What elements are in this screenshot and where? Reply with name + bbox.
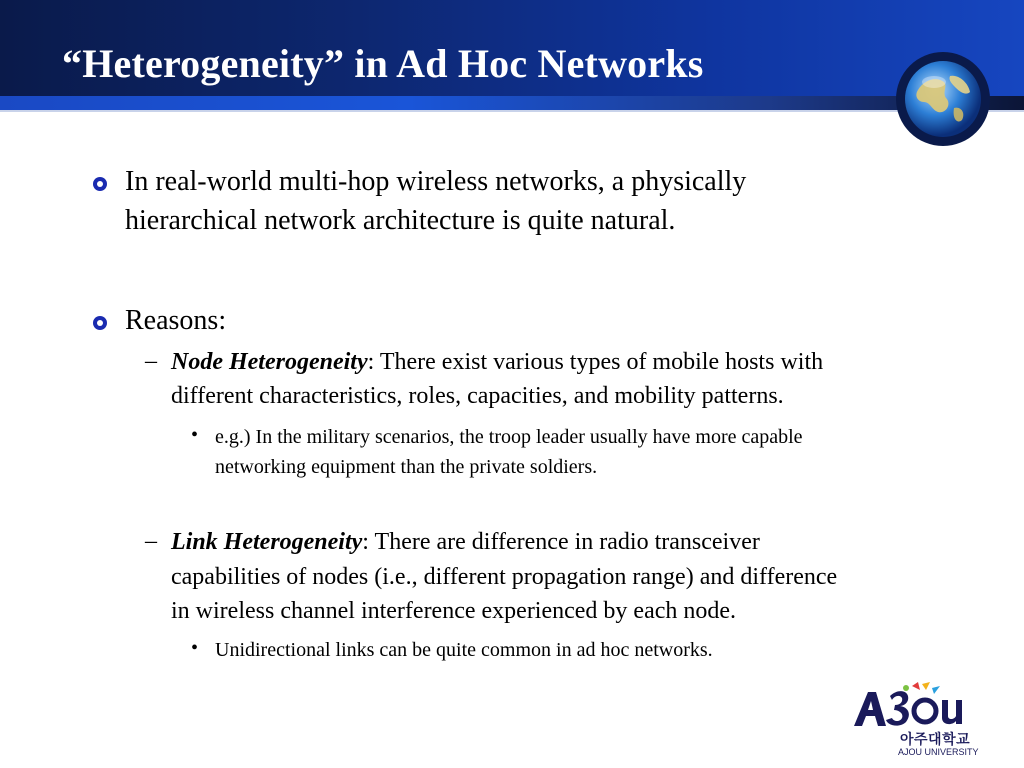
link-heterogeneity-desc: : There are difference in radio transceiver — [362, 529, 760, 555]
link-heterogeneity-line-2: capabilities of nodes (i.e., different propagation range) and difference — [171, 564, 838, 590]
unidirectional-links-note: Unidirectional links can be quite common in ad hoc networks. — [215, 639, 713, 661]
header-band — [0, 96, 1024, 110]
bullet-2-label: Reasons: — [125, 305, 227, 336]
military-example-line-1: e.g.) In the military scenarios, the troop leader usually have more capable — [215, 426, 803, 448]
logo-english-name: AJOU UNIVERSITY — [898, 747, 979, 757]
sub-bullet-dash: – — [145, 528, 157, 554]
bullet-1-line-1: In real-world multi-hop wireless networks, a physically — [125, 166, 747, 197]
node-heterogeneity-term: Node Heterogeneity — [171, 349, 368, 375]
node-heterogeneity-desc: : There exist various types of mobile hosts with — [367, 349, 824, 375]
logo-korean-name: 아주대학교 — [900, 732, 971, 748]
sub-bullet-dash: – — [145, 348, 157, 374]
military-example-line-2: networking equipment than the private soldiers. — [215, 456, 598, 478]
bullet-1-line-2: hierarchical network architecture is quite natural. — [125, 205, 676, 236]
bullet-marker-icon — [92, 315, 108, 331]
bullet-marker-icon — [92, 176, 108, 192]
link-heterogeneity-term: Link Heterogeneity — [171, 529, 363, 555]
link-heterogeneity-line-1 — [171, 526, 971, 559]
sub-sub-bullet-dot: • — [191, 637, 199, 659]
globe-icon — [896, 52, 990, 146]
sub-sub-bullet-dot: • — [191, 424, 199, 446]
node-heterogeneity-line-1 — [171, 346, 971, 379]
node-heterogeneity-line-2: different characteristics, roles, capacities, and mobility patterns. — [171, 383, 784, 409]
header-divider — [0, 110, 1024, 112]
link-heterogeneity-line-3: in wireless channel interference experienced by each node. — [171, 598, 737, 624]
slide-title: “Heterogeneity” in Ad Hoc Networks — [62, 41, 704, 86]
